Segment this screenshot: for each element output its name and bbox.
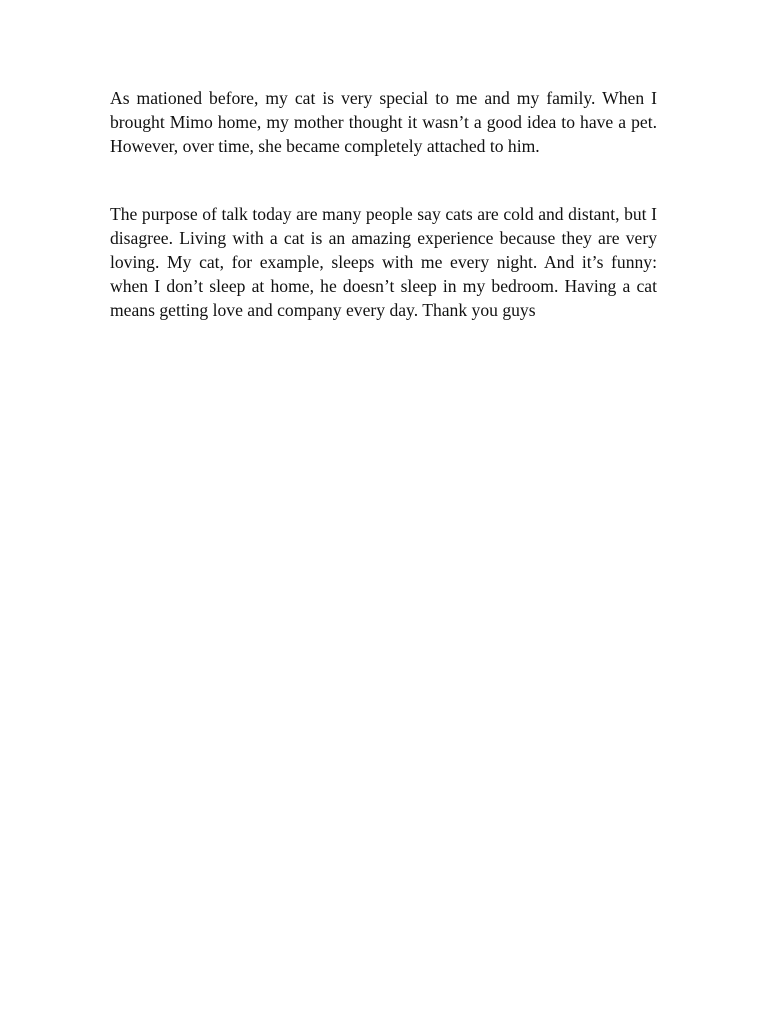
document-body — [110, 86, 657, 322]
paragraph-2: The purpose of talk today are many people say cats are cold and distant, but I disagree. Living with a cat is an amazing experience because they are very loving. My cat, for example, sleeps with me every night. And it’s funny: when I don’t sleep at home, he doesn’t sleep in my bedroom. Having a cat means getting love and company every day. Thank you guys — [110, 204, 657, 320]
paragraph-1: As mationed before, my cat is very special to me and my family. When I brought Mimo home, my mother thought it wasn’t a good idea to have a pet. However, over time, she became completely attached to him. — [110, 88, 657, 156]
